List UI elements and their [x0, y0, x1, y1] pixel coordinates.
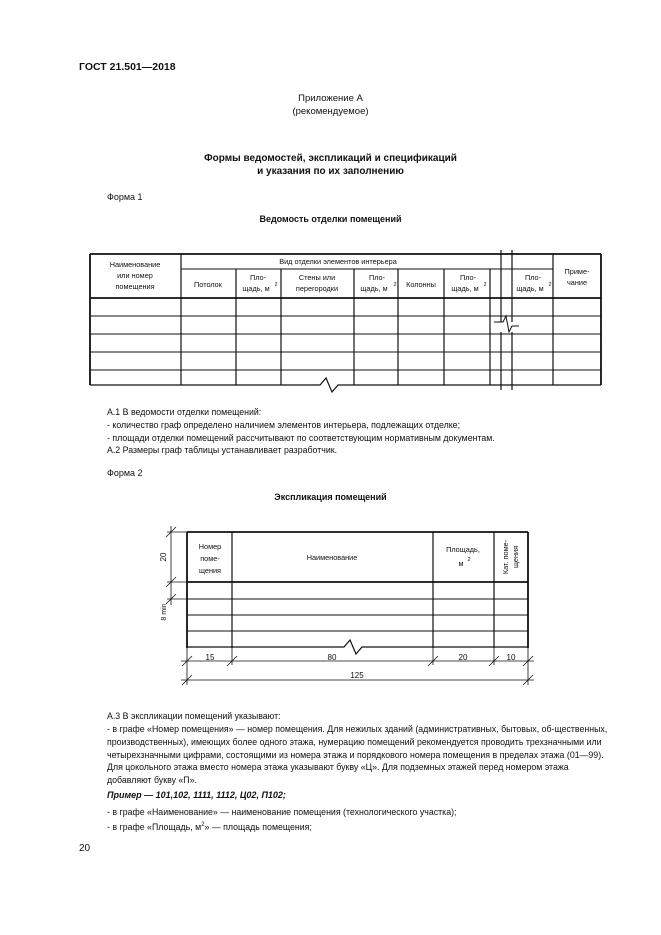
note-a1-item1: - количество граф определено наличием элементов интерьера, подлежащих отделке;	[107, 420, 461, 430]
col2-area-l2: м	[458, 559, 464, 568]
section-title-line2: и указания по их заполнению	[257, 166, 404, 177]
example-line: Пример — 101,102, 1111, 1112, Ц02, П102;	[107, 790, 286, 800]
note-a1-item2: - площади отделки помещений рассчитывают по соответствующим нормативным документам.	[107, 433, 495, 443]
col-name-l1: Наименование	[109, 260, 161, 269]
col2-cat-l1: Кат. поме-	[501, 539, 510, 575]
col-columns: Колонны	[406, 280, 436, 289]
note-a3-item3-pre: - в графе «Площадь, м	[107, 821, 202, 832]
col-area4-l2: щадь, м	[516, 284, 544, 293]
col2-num-l2: поме-	[200, 554, 220, 563]
note-a3-item3-post: » — площадь помещения;	[204, 821, 312, 832]
col-area1-l1: Пло-	[249, 273, 267, 282]
col-area2-sup: 2	[393, 282, 397, 288]
explication-table	[0, 520, 661, 690]
col-note-l2: чание	[566, 278, 588, 287]
col-area4-sup: 2	[548, 282, 552, 288]
col-area3-sup: 2	[483, 282, 487, 288]
note-a3-item2: - в графе «Наименование» — наименование помещения (технологического участка);	[107, 807, 457, 817]
section-title-line1: Формы ведомостей, экспликаций и спецификаций	[204, 153, 457, 164]
note-a3-item3-sup: 2	[201, 822, 205, 828]
dim-col1: 15	[205, 653, 215, 662]
col-area2-l2: щадь, м	[360, 284, 388, 293]
col-ceiling: Потолок	[194, 280, 222, 289]
form2-title: Экспликация помещений	[274, 492, 387, 502]
form1-title: Ведомость отделки помещений	[259, 214, 402, 224]
standard-header: ГОСТ 21.501—2018	[79, 61, 176, 73]
col2-num-l3: щения	[198, 566, 222, 575]
col-area4-l1: Пло-	[524, 273, 542, 282]
dim-col3: 20	[458, 653, 468, 662]
dim-col4: 10	[506, 653, 516, 662]
note-a3-item1	[107, 723, 615, 787]
note-a3-item3	[107, 819, 312, 834]
note-a3: А.3 В экспликации помещений указывают:	[107, 711, 281, 721]
dim-row-height: 8 min	[161, 603, 168, 621]
dim-total: 125	[350, 671, 364, 680]
note-a1: А.1 В ведомости отделки помещений:	[107, 407, 262, 417]
col-group: Вид отделки элементов интерьера	[279, 257, 397, 266]
form1-label: Форма 1	[107, 192, 143, 202]
col-note-l1: Приме-	[564, 267, 590, 276]
col-area3-l1: Пло-	[459, 273, 477, 282]
col2-cat-l2: щения	[511, 545, 520, 569]
col-name-l2: или номер	[117, 271, 153, 280]
dim-col2: 80	[327, 653, 337, 662]
col2-name: Наименование	[306, 553, 358, 562]
col2-area-l1: Площадь,	[446, 545, 480, 554]
col-area1-sup: 2	[274, 282, 278, 288]
col-walls-l2: перегородки	[295, 284, 339, 293]
appendix-title: Приложение А	[298, 93, 363, 104]
col2-num-l1: Номер	[198, 542, 222, 551]
dim-header-height: 20	[159, 552, 168, 562]
col-area2-l1: Пло-	[368, 273, 386, 282]
col-area3-l2: щадь, м	[451, 284, 479, 293]
col-walls-l1: Стены или	[298, 273, 336, 282]
form2-label: Форма 2	[107, 468, 143, 478]
finishing-table	[0, 0, 661, 400]
page-number: 20	[79, 843, 91, 854]
col2-area-sup: 2	[467, 557, 471, 563]
col-area1-l2: щадь, м	[242, 284, 270, 293]
note-a2: А.2 Размеры граф таблицы устанавливает разработчик.	[107, 445, 338, 455]
appendix-subtitle: (рекомендуемое)	[292, 106, 369, 117]
note-a3-item1-text: - в графе «Номер помещения» — номер помещения. Для нежилых зданий (административных, бытовых, об-щественных, производственных), имеющих более одного этажа, нумерацию помещений рекомендуется проводить трехзначными или четырехзначными цифрами, состоящими из номера этажа и порядкового номера помещения в пределах этажа (01—99). Для цокольного этажа вместо номера этажа указывают букву «Ц». Для подземных этажей перед номером этажа добавляют букву «П».	[107, 724, 608, 786]
col-name-l3: помещения	[115, 282, 155, 291]
